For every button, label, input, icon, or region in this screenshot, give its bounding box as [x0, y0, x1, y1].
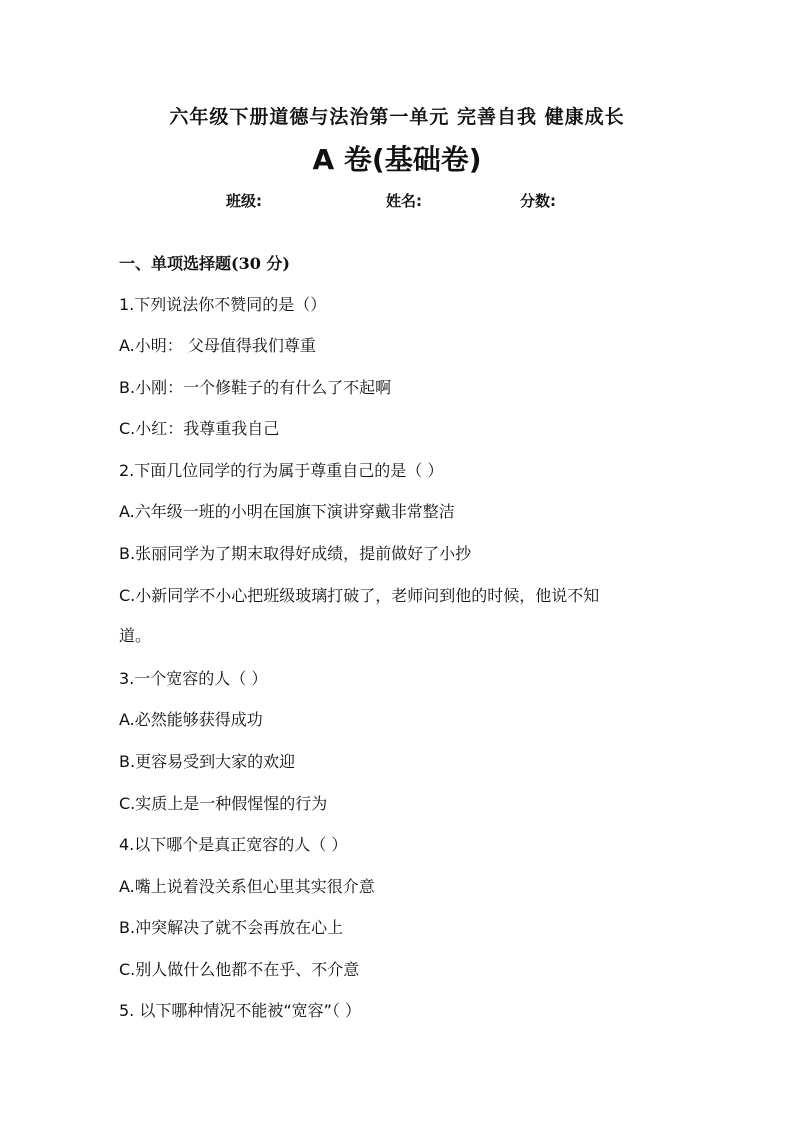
question-1-option-c: C.小红：我尊重我自己: [119, 419, 280, 438]
name-label: 姓名:: [386, 192, 422, 210]
question-2-stem: 2.下面几位同学的行为属于尊重自己的是（ ）: [119, 461, 444, 480]
question-2-option-c-continued: 道。: [119, 626, 152, 645]
question-4-option-c: C.别人做什么他都不在乎、不介意: [119, 960, 360, 979]
document-title: 六年级下册道德与法治第一单元 完善自我 健康成长: [169, 106, 625, 128]
class-label: 班级:: [226, 192, 262, 210]
question-4-stem: 4.以下哪个是真正宽容的人（ ）: [119, 835, 348, 854]
question-4-option-a: A.嘴上说着没关系但心里其实很介意: [119, 877, 375, 896]
question-3-option-b: B.更容易受到大家的欢迎: [119, 752, 296, 771]
score-label: 分数:: [520, 192, 556, 210]
section-heading-single-choice: 一、单项选择题(30 分): [119, 254, 290, 273]
question-1-option-a: A.小明： 父母值得我们尊重: [119, 336, 316, 355]
question-2-option-b: B.张丽同学为了期末取得好成绩，提前做好了小抄: [119, 544, 472, 563]
question-3-option-c: C.实质上是一种假惺惺的行为: [119, 794, 328, 813]
question-5-stem: 5. 以下哪种情况不能被“宽容”（ ）: [119, 1001, 362, 1020]
question-1-stem: 1.下列说法你不赞同的是（）: [119, 295, 327, 314]
question-3-stem: 3.一个宽容的人（ ）: [119, 669, 268, 688]
question-2-option-c: C.小新同学不小心把班级玻璃打破了，老师问到他的时候，他说不知: [119, 586, 600, 605]
question-3-option-a: A.必然能够获得成功: [119, 710, 263, 729]
question-4-option-b: B.冲突解决了就不会再放在心上: [119, 918, 344, 937]
student-info-row: [0, 190, 794, 212]
question-1-option-b: B.小刚：一个修鞋子的有什么了不起啊: [119, 378, 392, 397]
question-2-option-a: A.六年级一班的小明在国旗下演讲穿戴非常整洁: [119, 502, 455, 521]
document-subtitle: A 卷(基础卷): [312, 143, 482, 176]
